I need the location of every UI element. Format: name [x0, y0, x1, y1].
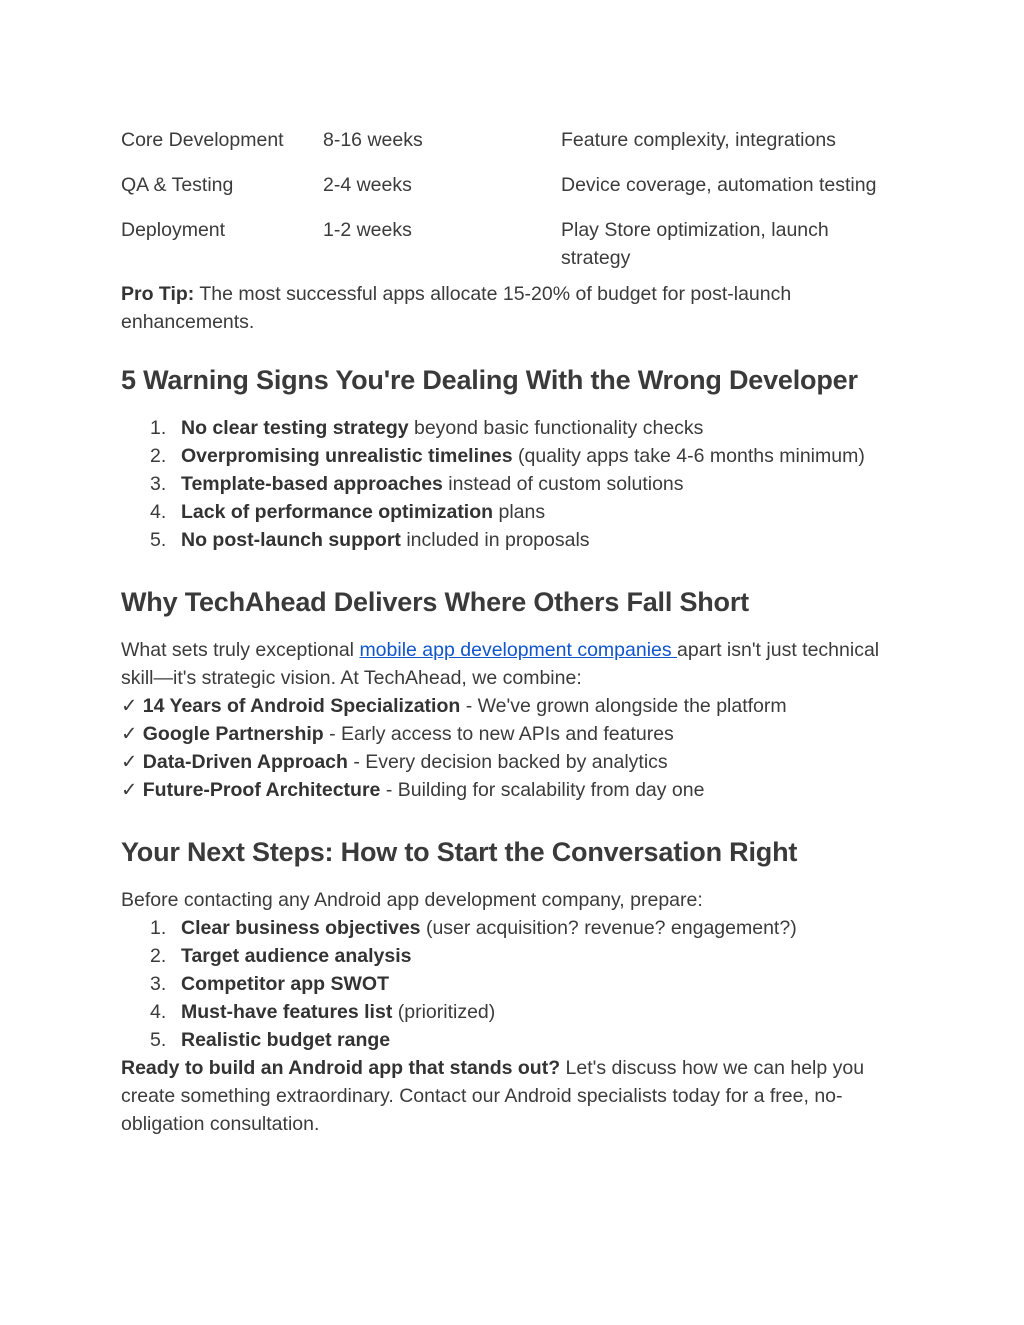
checkmark-icon: ✓	[121, 723, 138, 745]
phase-cell: Deployment	[121, 219, 226, 241]
checkmark-icon: ✓	[121, 695, 138, 717]
table-row	[121, 126, 901, 171]
list-item	[121, 970, 901, 998]
checkmark-icon: ✓	[121, 779, 138, 801]
check-item	[121, 692, 901, 720]
factors-cell: Feature complexity, integrations	[561, 129, 836, 151]
next-steps-list	[121, 914, 901, 1054]
list-number: 2.	[150, 445, 167, 467]
timeline-table	[121, 126, 901, 280]
duration-cell: 1-2 weeks	[323, 219, 412, 241]
list-item	[121, 414, 901, 442]
check-text: - We've grown alongside the platform	[460, 695, 787, 717]
item-text: included in proposals	[400, 529, 590, 551]
mobile-app-companies-link[interactable]: mobile app development companies	[359, 639, 678, 661]
item-bold: Clear business objectives	[181, 917, 421, 939]
item-text: (quality apps take 4-6 months minimum)	[512, 445, 865, 467]
item-text: (user acquisition? revenue? engagement?)	[420, 917, 797, 939]
item-bold: Realistic budget range	[181, 1029, 391, 1051]
item-text: plans	[493, 501, 546, 523]
why-intro-before: What sets truly exceptional	[121, 639, 360, 661]
item-bold: Target audience analysis	[181, 945, 412, 967]
why-intro	[121, 636, 901, 692]
check-text: - Building for scalability from day one	[380, 779, 705, 801]
item-bold: Must-have features list	[181, 1001, 393, 1023]
item-text: beyond basic functionality checks	[408, 417, 704, 439]
factors-cell: Play Store optimization, launch strategy	[561, 219, 829, 269]
item-bold: Lack of performance optimization	[181, 501, 494, 523]
list-number: 3.	[150, 473, 167, 495]
item-bold: Competitor app SWOT	[181, 973, 389, 995]
list-item	[121, 942, 901, 970]
item-bold: No clear testing strategy	[181, 417, 409, 439]
check-bold: 14 Years of Android Specialization	[142, 695, 461, 717]
checkmark-icon: ✓	[121, 751, 138, 773]
check-bold: Future-Proof Architecture	[142, 779, 381, 801]
phase-cell: Core Development	[121, 129, 284, 151]
list-item	[121, 498, 901, 526]
cta-text: Let's discuss how we can help you create something extraordinary. Contact our Android specialists today for a free, no-obligation consultation.	[121, 1057, 865, 1135]
why-heading: Why TechAhead Delivers Where Others Fall Short	[121, 587, 749, 617]
cta-paragraph	[121, 1054, 901, 1138]
warning-heading: 5 Warning Signs You're Dealing With the Wrong Developer	[121, 365, 858, 395]
check-text: - Early access to new APIs and features	[323, 723, 674, 745]
table-row	[121, 171, 901, 216]
list-item	[121, 998, 901, 1026]
list-number: 4.	[150, 1001, 167, 1023]
pro-tip-paragraph	[121, 280, 901, 336]
item-bold: Overpromising unrealistic timelines	[181, 445, 513, 467]
list-item	[121, 914, 901, 942]
pro-tip-label: Pro Tip:	[121, 283, 195, 305]
check-bold: Google Partnership	[142, 723, 324, 745]
check-list	[121, 692, 901, 804]
list-number: 1.	[150, 417, 167, 439]
document-page	[121, 126, 901, 1138]
list-item	[121, 470, 901, 498]
list-number: 3.	[150, 973, 167, 995]
check-item	[121, 720, 901, 748]
check-text: - Every decision backed by analytics	[347, 751, 668, 773]
pro-tip-text: The most successful apps allocate 15-20% of budget for post-launch enhancements.	[121, 283, 792, 333]
list-number: 2.	[150, 945, 167, 967]
list-number: 1.	[150, 917, 167, 939]
table-row	[121, 216, 901, 280]
item-text: (prioritized)	[392, 1001, 496, 1023]
check-item	[121, 776, 901, 804]
item-text: instead of custom solutions	[442, 473, 684, 495]
list-number: 4.	[150, 501, 167, 523]
list-item	[121, 1026, 901, 1054]
item-bold: No post-launch support	[181, 529, 401, 551]
item-bold: Template-based approaches	[181, 473, 443, 495]
duration-cell: 2-4 weeks	[323, 174, 412, 196]
list-number: 5.	[150, 1029, 167, 1051]
next-steps-intro: Before contacting any Android app development company, prepare:	[121, 889, 703, 911]
list-number: 5.	[150, 529, 167, 551]
warning-list	[121, 414, 901, 554]
phase-cell: QA & Testing	[121, 174, 234, 196]
check-item	[121, 748, 901, 776]
duration-cell: 8-16 weeks	[323, 129, 423, 151]
list-item	[121, 526, 901, 554]
why-intro-after: apart isn't just technical skill—it's strategic vision. At TechAhead, we combine:	[121, 639, 880, 689]
factors-cell: Device coverage, automation testing	[561, 174, 877, 196]
next-steps-heading: Your Next Steps: How to Start the Conversation Right	[121, 837, 798, 867]
check-bold: Data-Driven Approach	[142, 751, 348, 773]
cta-bold: Ready to build an Android app that stands out?	[121, 1057, 561, 1079]
list-item	[121, 442, 901, 470]
